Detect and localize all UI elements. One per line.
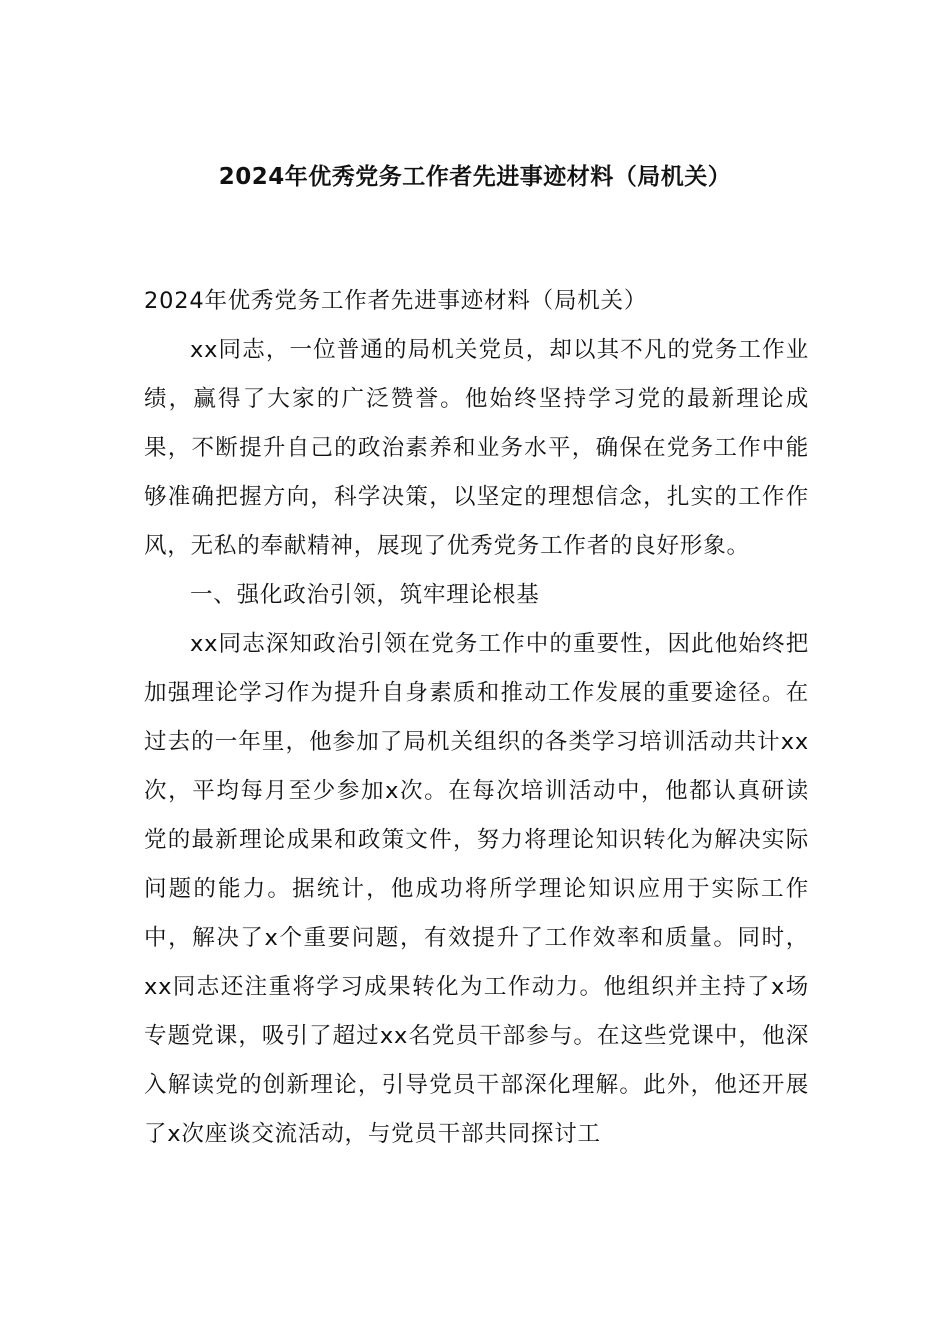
document-body	[144, 277, 809, 1159]
section-heading: 一、强化政治引领，筑牢理论根基	[190, 582, 540, 608]
paragraph-section-1: xx同志深知政治引领在党务工作中的重要性，因此他始终把加强理论学习作为提升自身素质和推动工作发展的重要途径。在过去的一年里，他参加了局机关组织的各类学习培训活动共计xx次，平均每月至少参加x次。在每次培训活动中，他都认真研读党的最新理论成果和政策文件，努力将理论知识转化为解决实际问题的能力。据统计，他成功将所学理论知识应用于实际工作中，解决了x个重要问题，有效提升了工作效率和质量。同时，xx同志还注重将学习成果转化为工作动力。他组织并主持了x场专题党课，吸引了超过xx名党员干部参与。在这些党课中，他深入解读党的创新理论，引导党员干部深化理解。此外，他还开展了x次座谈交流活动，与党员干部共同探讨工	[144, 631, 809, 1147]
paragraph-intro: xx同志，一位普通的局机关党员，却以其不凡的党务工作业绩，赢得了大家的广泛赞誉。他始终坚持学习党的最新理论成果，不断提升自己的政治素养和业务水平，确保在党务工作中能够准确把握方向，科学决策，以坚定的理想信念，扎实的工作作风，无私的奉献精神，展现了优秀党务工作者的良好形象。	[144, 337, 809, 559]
document-subtitle: 2024年优秀党务工作者先进事迹材料（局机关）	[144, 288, 648, 314]
document-title: 2024年优秀党务工作者先进事迹材料（局机关）	[218, 164, 732, 190]
